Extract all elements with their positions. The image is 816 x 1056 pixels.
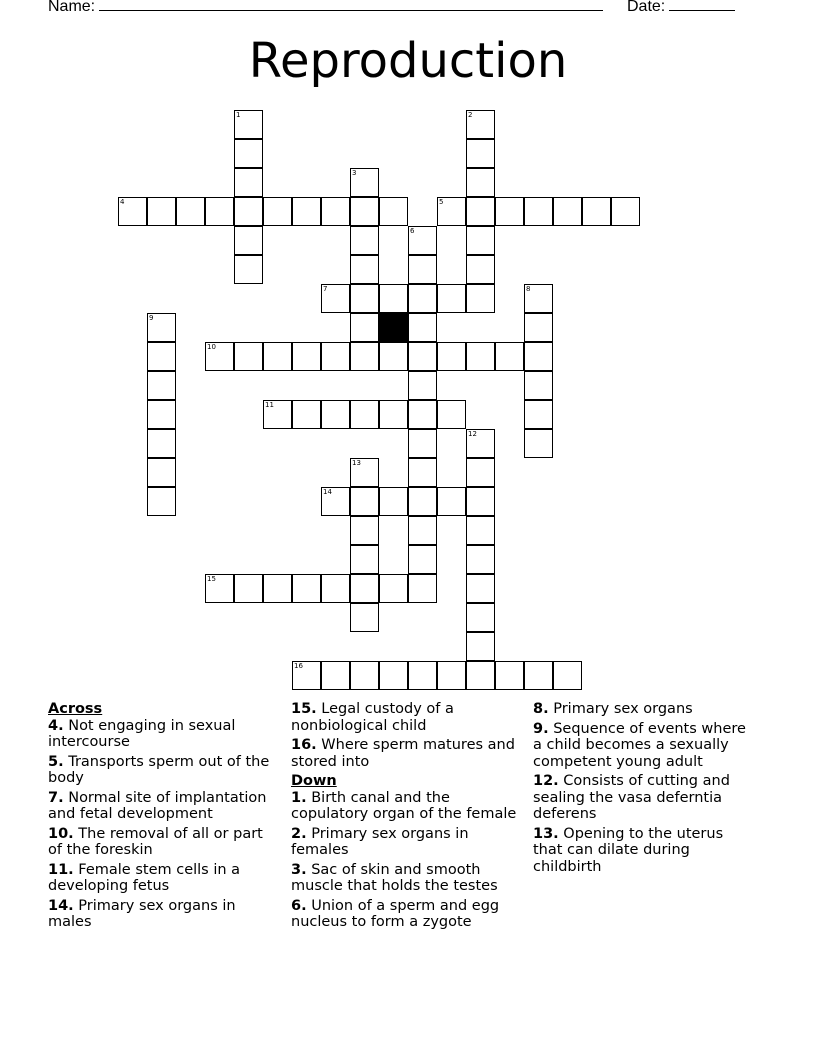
cell-number: 11 — [265, 401, 274, 409]
grid-cell[interactable] — [466, 110, 495, 139]
grid-cell[interactable] — [234, 139, 263, 168]
cell-number: 10 — [207, 343, 216, 351]
grid-cell[interactable] — [408, 661, 437, 690]
clue-number: 14. — [48, 897, 74, 914]
grid-cell[interactable] — [437, 487, 466, 516]
grid-cell[interactable] — [379, 342, 408, 371]
grid-cell[interactable] — [466, 661, 495, 690]
grid-cell[interactable] — [582, 197, 611, 226]
grid-cell[interactable] — [466, 545, 495, 574]
clue-number: 8. — [533, 701, 549, 717]
clue-number: 5. — [48, 753, 64, 770]
grid-cell[interactable] — [408, 342, 437, 371]
clue-text: Primary sex organs in males — [48, 897, 236, 930]
clue-text: Sequence of events where a child becomes a sexually competent young adult — [533, 720, 746, 770]
grid-cell[interactable] — [437, 197, 466, 226]
clue-text: Legal custody of a nonbiological child — [291, 701, 454, 734]
grid-cell[interactable] — [147, 487, 176, 516]
page-title: Reproduction — [248, 33, 568, 89]
clue-number: 2. — [291, 825, 307, 842]
cell-number: 16 — [294, 662, 303, 670]
grid-cell[interactable] — [350, 545, 379, 574]
clue — [48, 898, 280, 931]
grid-cell[interactable] — [234, 255, 263, 284]
grid-cell[interactable] — [350, 226, 379, 255]
down-heading: Down — [291, 773, 337, 789]
grid-cell[interactable] — [234, 226, 263, 255]
grid-cell[interactable] — [408, 255, 437, 284]
grid-cell[interactable] — [408, 226, 437, 255]
clue — [291, 826, 527, 859]
clue-number: 4. — [48, 717, 64, 734]
grid-cell[interactable] — [524, 197, 553, 226]
cell-number: 13 — [352, 459, 361, 467]
grid-cell[interactable] — [234, 342, 263, 371]
clues-column-1 — [48, 701, 280, 934]
clues-column-2 — [291, 701, 527, 934]
cell-number: 1 — [236, 111, 241, 119]
across-heading: Across — [48, 701, 103, 717]
grid-cell[interactable] — [495, 342, 524, 371]
grid-cell[interactable] — [408, 284, 437, 313]
clue — [533, 826, 751, 876]
grid-cell[interactable] — [466, 458, 495, 487]
grid-cell[interactable] — [466, 226, 495, 255]
grid-cell[interactable] — [147, 458, 176, 487]
clue-text: Primary sex organs — [548, 701, 693, 717]
clue-text: Primary sex organs in females — [291, 825, 469, 858]
grid-cell[interactable] — [321, 661, 350, 690]
grid-cell[interactable] — [466, 197, 495, 226]
clue-text: Where sperm matures and stored into — [291, 737, 515, 770]
grid-cell[interactable] — [408, 429, 437, 458]
grid-cell[interactable] — [350, 313, 379, 342]
cell-number: 7 — [323, 285, 328, 293]
black-cell — [379, 313, 408, 342]
grid-cell[interactable] — [350, 197, 379, 226]
cell-number: 14 — [323, 488, 332, 496]
grid-cell[interactable] — [234, 110, 263, 139]
clues-column-3 — [533, 701, 751, 878]
grid-cell[interactable] — [321, 487, 350, 516]
down-clue-list-continued — [533, 701, 751, 875]
grid-cell[interactable] — [350, 487, 379, 516]
clue-text: Consists of cutting and sealing the vasa deferntia deferens — [533, 773, 730, 822]
grid-cell[interactable] — [350, 603, 379, 632]
grid-cell[interactable] — [408, 516, 437, 545]
grid-cell[interactable] — [466, 168, 495, 197]
grid-cell[interactable] — [292, 574, 321, 603]
grid-cell[interactable] — [408, 458, 437, 487]
clue — [48, 754, 280, 787]
grid-cell[interactable] — [495, 197, 524, 226]
clue-number: 12. — [533, 773, 559, 789]
grid-cell[interactable] — [147, 342, 176, 371]
grid-cell[interactable] — [408, 400, 437, 429]
grid-cell[interactable] — [437, 342, 466, 371]
grid-cell[interactable] — [350, 168, 379, 197]
down-clue-list — [291, 790, 527, 931]
grid-cell[interactable] — [350, 400, 379, 429]
clue — [48, 790, 280, 823]
grid-cell[interactable] — [147, 313, 176, 342]
clue-number: 11. — [48, 861, 74, 878]
grid-cell[interactable] — [147, 197, 176, 226]
grid-cell[interactable] — [263, 342, 292, 371]
grid-cell[interactable] — [350, 342, 379, 371]
across-clue-list-continued — [291, 701, 527, 770]
grid-cell[interactable] — [466, 603, 495, 632]
grid-cell[interactable] — [379, 197, 408, 226]
clue — [533, 773, 751, 823]
clue-text: Birth canal and the copulatory organ of the female — [291, 789, 517, 822]
clue — [533, 701, 751, 718]
cell-number: 12 — [468, 430, 477, 438]
grid-cell[interactable] — [321, 342, 350, 371]
grid-cell[interactable] — [524, 342, 553, 371]
cell-number: 3 — [352, 169, 357, 177]
grid-cell[interactable] — [350, 661, 379, 690]
grid-cell[interactable] — [263, 400, 292, 429]
grid-cell[interactable] — [408, 574, 437, 603]
grid-cell[interactable] — [263, 197, 292, 226]
grid-cell[interactable] — [118, 197, 147, 226]
clue-text: Normal site of implantation and fetal development — [48, 789, 267, 822]
grid-cell[interactable] — [553, 661, 582, 690]
grid-cell[interactable] — [350, 574, 379, 603]
grid-cell[interactable] — [408, 371, 437, 400]
clue — [48, 826, 280, 859]
grid-cell[interactable] — [466, 487, 495, 516]
grid-cell[interactable] — [466, 516, 495, 545]
grid-cell[interactable] — [437, 661, 466, 690]
clue-text: Transports sperm out of the body — [48, 753, 270, 786]
cell-number: 8 — [526, 285, 531, 293]
clue — [291, 737, 527, 770]
clue-number: 6. — [291, 897, 307, 914]
grid-cell[interactable] — [147, 371, 176, 400]
grid-cell[interactable] — [466, 429, 495, 458]
across-clue-list — [48, 718, 280, 931]
clue-text: Female stem cells in a developing fetus — [48, 861, 241, 894]
grid-cell[interactable] — [408, 545, 437, 574]
grid-cell[interactable] — [350, 284, 379, 313]
grid-cell[interactable] — [292, 197, 321, 226]
grid-cell[interactable] — [292, 400, 321, 429]
clue-number: 13. — [533, 825, 559, 842]
clue-number: 7. — [48, 789, 64, 806]
grid-cell[interactable] — [524, 400, 553, 429]
date-label: Date: — [627, 0, 666, 15]
clue — [48, 718, 280, 751]
grid-cell[interactable] — [553, 197, 582, 226]
grid-cell[interactable] — [466, 632, 495, 661]
grid-cell[interactable] — [379, 574, 408, 603]
grid-cell[interactable] — [234, 574, 263, 603]
grid-cell[interactable] — [466, 342, 495, 371]
grid-cell[interactable] — [408, 313, 437, 342]
name-label: Name: — [48, 0, 96, 15]
clue-text: Sac of skin and smooth muscle that holds the testes — [291, 861, 498, 894]
grid-cell[interactable] — [524, 284, 553, 313]
grid-cell[interactable] — [437, 284, 466, 313]
grid-cell[interactable] — [466, 284, 495, 313]
grid-cell[interactable] — [524, 371, 553, 400]
grid-cell[interactable] — [205, 342, 234, 371]
clue-number: 3. — [291, 861, 307, 878]
grid-cell[interactable] — [321, 284, 350, 313]
clue-text: Union of a sperm and egg nucleus to form a zygote — [291, 897, 500, 930]
clue-text: The removal of all or part of the foreskin — [48, 825, 263, 858]
grid-cell[interactable] — [350, 516, 379, 545]
grid-cell[interactable] — [147, 429, 176, 458]
grid-cell[interactable] — [524, 661, 553, 690]
cell-number: 6 — [410, 227, 415, 235]
grid-cell[interactable] — [321, 574, 350, 603]
grid-cell[interactable] — [524, 429, 553, 458]
grid-cell[interactable] — [176, 197, 205, 226]
clue-text: Not engaging in sexual intercourse — [48, 717, 236, 750]
grid-cell[interactable] — [466, 255, 495, 284]
clue-number: 1. — [291, 789, 307, 806]
clue-number: 9. — [533, 720, 549, 737]
grid-cell[interactable] — [205, 197, 234, 226]
grid-cell[interactable] — [350, 458, 379, 487]
cell-number: 4 — [120, 198, 125, 206]
grid-cell[interactable] — [466, 574, 495, 603]
clue-number: 10. — [48, 825, 74, 842]
clue-text: Opening to the uterus that can dilate during childbirth — [533, 825, 724, 875]
cell-number: 2 — [468, 111, 473, 119]
clue-number: 15. — [291, 701, 317, 717]
grid-cell[interactable] — [379, 400, 408, 429]
clue — [291, 898, 527, 931]
grid-cell[interactable] — [205, 574, 234, 603]
clue — [291, 701, 527, 734]
cell-number: 9 — [149, 314, 154, 322]
grid-cell[interactable] — [350, 255, 379, 284]
grid-cell[interactable] — [234, 197, 263, 226]
grid-cell[interactable] — [408, 487, 437, 516]
grid-cell[interactable] — [495, 661, 524, 690]
clue-number: 16. — [291, 737, 317, 753]
grid-cell[interactable] — [292, 342, 321, 371]
grid-cell[interactable] — [321, 197, 350, 226]
grid-cell[interactable] — [263, 574, 292, 603]
grid-cell[interactable] — [147, 400, 176, 429]
grid-cell[interactable] — [292, 661, 321, 690]
grid-cell[interactable] — [437, 400, 466, 429]
grid-cell[interactable] — [524, 313, 553, 342]
grid-cell[interactable] — [466, 139, 495, 168]
grid-cell[interactable] — [379, 284, 408, 313]
grid-cell[interactable] — [611, 197, 640, 226]
cell-number: 15 — [207, 575, 216, 583]
grid-cell[interactable] — [379, 487, 408, 516]
clue — [48, 862, 280, 895]
clue — [291, 862, 527, 895]
grid-cell[interactable] — [234, 168, 263, 197]
clue — [291, 790, 527, 823]
grid-cell[interactable] — [321, 400, 350, 429]
clue — [533, 721, 751, 771]
cell-number: 5 — [439, 198, 444, 206]
grid-cell[interactable] — [379, 661, 408, 690]
